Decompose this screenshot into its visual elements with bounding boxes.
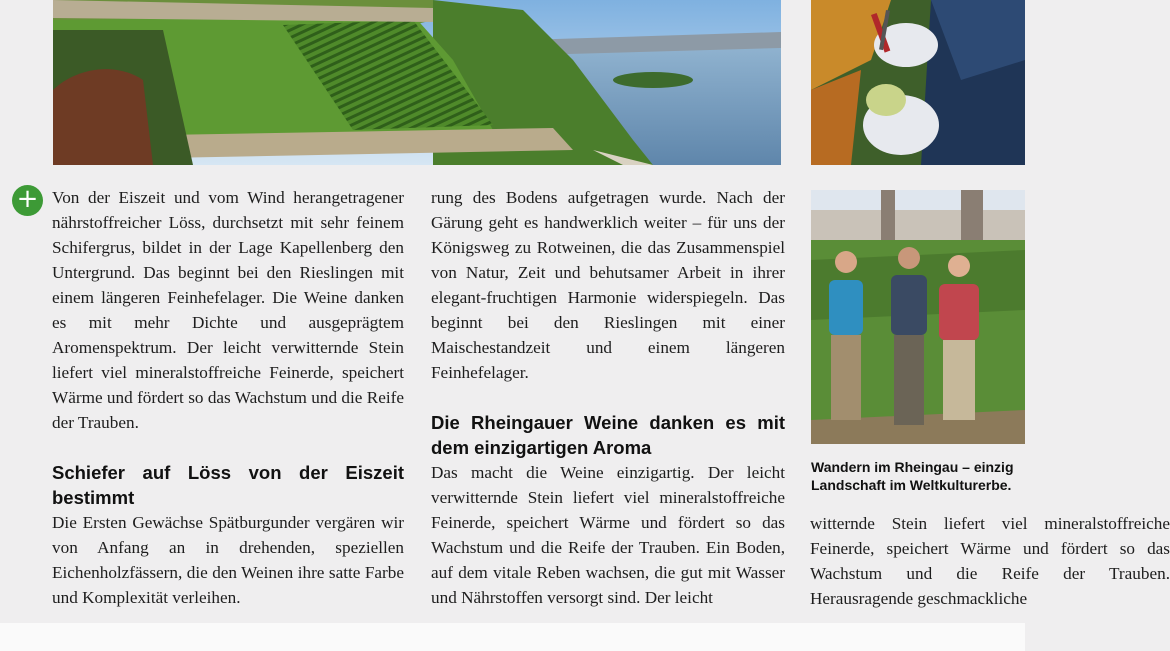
column-1-body: Die Ersten Gewächse Spätburgunder vergären wir von Anfang an in drehenden, speziellen Eichenholzfässern, die den Weinen ihre satte Farbe und Komplexität verleihen. bbox=[52, 513, 404, 607]
plus-icon: + bbox=[16, 184, 39, 214]
column-2-heading: Die Rheingauer Weine danken es mit dem einzigartigen Aroma bbox=[431, 412, 785, 458]
grape-harvest-photo bbox=[811, 0, 1025, 165]
column-1-heading: Schiefer auf Löss von der Eiszeit bestimmt bbox=[52, 462, 404, 508]
article-column-1 bbox=[52, 185, 404, 610]
column-1-intro: Von der Eiszeit und vom Wind herangetragener nährstoffreicher Löss, durchsetzt mit sehr feinem Schifergrus, bildet in der Lage Kapellenberg den Untergrund. Das beginnt bei den Rieslingen mit einem längeren Feinhefelager. Die Weine danken es mit mehr Dichte und ausgeprägtem Aromenspektrum. Der leicht verwitternde Stein liefert viel mineralstoffreiche Feinerde, speichert Wärme und fördert so das Wachstum und die Reife der Trauben. bbox=[52, 188, 404, 432]
column-2-intro: rung des Bodens aufgetragen wurde. Nach der Gärung geht es handwerklich weiter – für uns der Königsweg zu Rotweinen, die das Zusammenspiel von Natur, Zeit und behutsamer Arbeit in ihrer elegant-fruchtigen Harmonie widerspiegeln. Das beginnt bei den Rieslingen mit einer Maischestandzeit und einem längeren Feinhefelager. bbox=[431, 188, 785, 382]
page-bottom-strip bbox=[0, 623, 1025, 651]
vineyard-river-photo bbox=[53, 0, 781, 165]
article-column-3 bbox=[810, 511, 1170, 611]
hikers-vineyard-photo bbox=[811, 190, 1025, 444]
article-column-2 bbox=[431, 185, 785, 610]
photo-caption-line-1: Wandern im Rheingau – einzig bbox=[811, 459, 1014, 475]
photo-caption-line-2: Landschaft im Weltkulturerbe. bbox=[811, 477, 1012, 493]
add-button[interactable] bbox=[12, 185, 43, 216]
column-3-body: witternde Stein liefert viel mineralstoffreiche Feinerde, speichert Wärme und fördert so das Wachstum und die Reife der Trauben. Herausragende geschmackliche bbox=[810, 514, 1170, 608]
photo-caption bbox=[811, 458, 1014, 494]
column-2-body: Das macht die Weine einzigartig. Der leicht verwitternde Stein liefert viel mineralstoffreiche Feinerde, speichert Wärme und fördert so das Wachstum und die Reife der Trauben. Ein Boden, auf dem vitale Reben wachsen, die gut mit Wasser und Nährstoffen versorgt sind. Der leicht bbox=[431, 463, 785, 607]
